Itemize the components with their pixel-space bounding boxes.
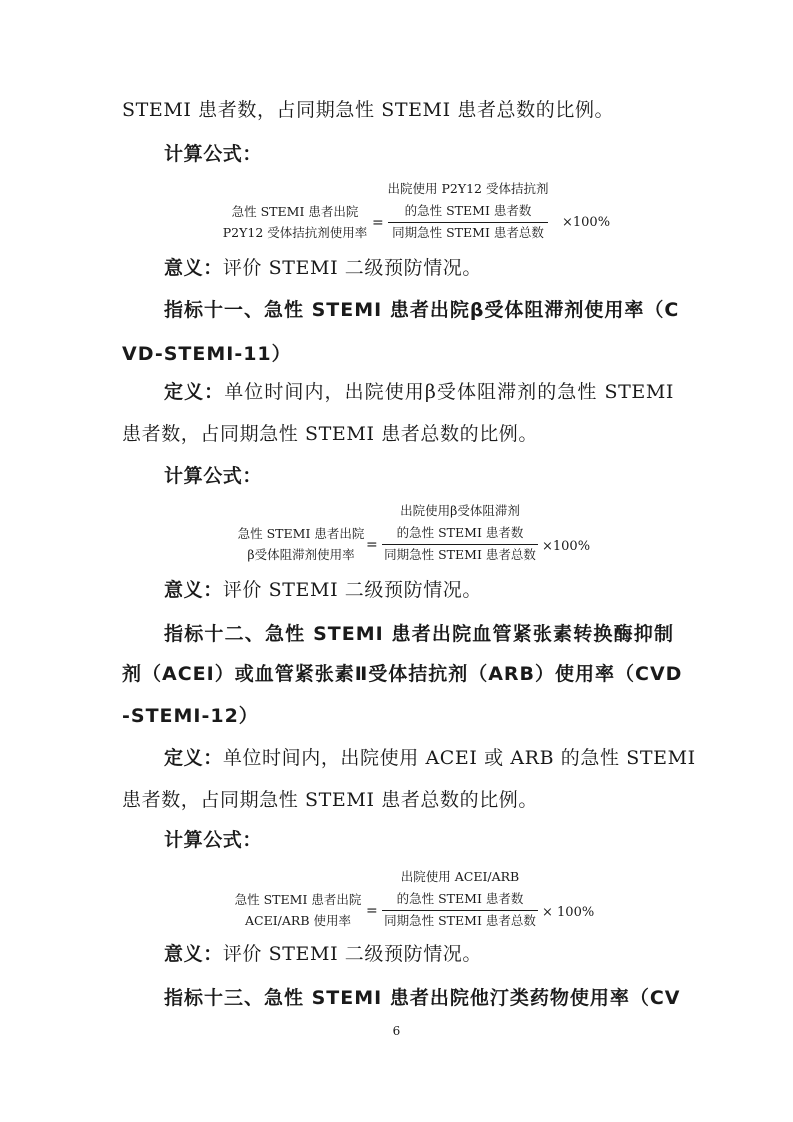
definition-label: 定义：	[164, 747, 223, 769]
formula-label: 计算公式：	[164, 829, 263, 851]
multiplier: ×100%	[562, 215, 611, 230]
meaning-label: 意义：	[164, 943, 223, 965]
formula-lhs-line2: ACEI/ARB 使用率	[245, 913, 351, 928]
heading-indicator-13: 指标十三、急性 STEMI 患者出院他汀类药物使用率（CV	[164, 987, 681, 1009]
equals-sign: =	[372, 215, 384, 231]
formula-acei-arb	[218, 866, 618, 936]
meaning-text: 评价 STEMI 二级预防情况。	[222, 579, 483, 601]
formula-numerator-line2: 的急性 STEMI 患者数	[396, 891, 524, 906]
formula-lhs-line1: 急性 STEMI 患者出院	[234, 892, 362, 907]
meaning-label: 意义：	[164, 579, 223, 601]
page-number: 6	[392, 1024, 401, 1038]
formula-numerator-line1: 出院使用 P2Y12 受体拮抗剂	[387, 181, 549, 196]
formula-label: 计算公式：	[164, 143, 263, 165]
formula-denominator: 同期急性 STEMI 患者总数	[392, 225, 544, 240]
formula-label: 计算公式：	[164, 465, 263, 487]
formula-denominator: 同期急性 STEMI 患者总数	[384, 913, 536, 928]
fraction-bar	[388, 222, 548, 223]
multiplier: ×100%	[542, 539, 591, 554]
definition-line	[164, 744, 696, 772]
formula-lhs-line2: P2Y12 受体拮抗剂使用率	[222, 225, 368, 240]
formula-numerator-line1: 出院使用β受体阻滞剂	[400, 503, 520, 518]
heading-indicator-12: 指标十二、急性 STEMI 患者出院血管紧张素转换酶抑制	[164, 623, 674, 645]
meaning-line	[164, 940, 674, 968]
meaning-line	[164, 254, 674, 282]
definition-text: 单位时间内，出院使用β受体阻滞剂的急性 STEMI	[224, 381, 674, 403]
formula-numerator-line2: 的急性 STEMI 患者数	[396, 525, 524, 540]
equals-sign: =	[366, 537, 378, 553]
definition-line	[164, 378, 674, 406]
definition-text: 单位时间内，出院使用 ACEI 或 ARB 的急性 STEMI	[222, 747, 696, 769]
formula-denominator: 同期急性 STEMI 患者总数	[384, 547, 536, 562]
equals-sign: =	[366, 903, 378, 919]
meaning-text: 评价 STEMI 二级预防情况。	[222, 257, 483, 279]
formula-p2y12	[200, 178, 620, 248]
formula-numerator-line1: 出院使用 ACEI/ARB	[400, 869, 520, 884]
heading-indicator-12-cont: 剂（ACEI）或血管紧张素Ⅱ受体拮抗剂（ARB）使用率（CVD	[122, 663, 683, 685]
heading-indicator-12-cont: -STEMI-12）	[122, 705, 259, 727]
paragraph-line: 患者数，占同期急性 STEMI 患者总数的比例。	[122, 789, 538, 811]
formula-lhs-line2: β受体阻滞剂使用率	[247, 547, 355, 562]
formula-lhs-line1: 急性 STEMI 患者出院	[231, 204, 359, 219]
formula-lhs-line1: 急性 STEMI 患者出院	[237, 526, 365, 541]
paragraph-line: STEMI 患者数，占同期急性 STEMI 患者总数的比例。	[122, 99, 615, 121]
heading-indicator-11: 指标十一、急性 STEMI 患者出院β受体阻滞剂使用率（C	[164, 299, 680, 321]
definition-label: 定义：	[164, 381, 225, 403]
meaning-label: 意义：	[164, 257, 223, 279]
fraction-bar	[382, 544, 538, 545]
multiplier: × 100%	[542, 905, 595, 920]
formula-beta-blocker	[220, 500, 620, 570]
formula-numerator-line2: 的急性 STEMI 患者数	[404, 203, 532, 218]
paragraph-line: 患者数，占同期急性 STEMI 患者总数的比例。	[122, 423, 538, 445]
meaning-text: 评价 STEMI 二级预防情况。	[222, 943, 483, 965]
fraction-bar	[382, 910, 538, 911]
heading-indicator-11-cont: VD-STEMI-11）	[122, 343, 292, 365]
meaning-line	[164, 576, 674, 604]
